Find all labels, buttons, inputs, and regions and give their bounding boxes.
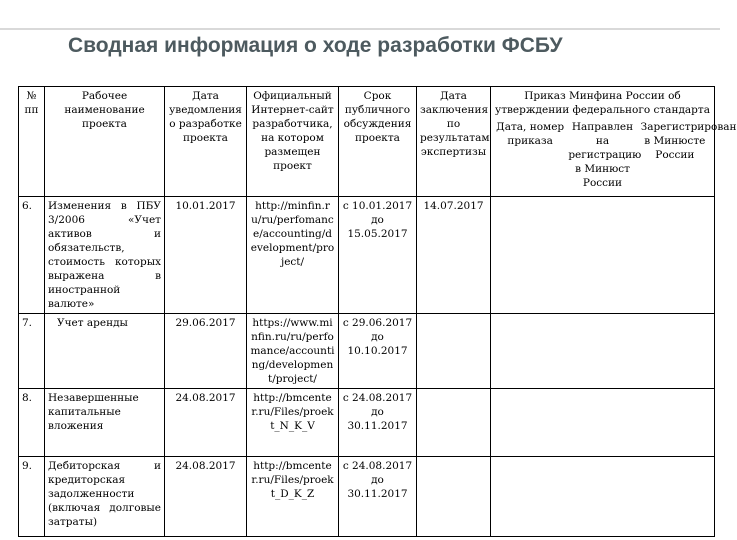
header-order-title: Приказ Минфина России об утверждении федерального стандарта bbox=[495, 90, 710, 116]
header-order bbox=[491, 87, 737, 197]
row-num: 6. bbox=[19, 197, 45, 314]
header-order-reg: Зарегистрирован в Минюсте России bbox=[640, 121, 737, 161]
top-band bbox=[0, 0, 720, 30]
header-num: № пп bbox=[19, 87, 45, 197]
top-divider bbox=[0, 28, 720, 30]
row-name: Незавершенные капитальные вложения bbox=[45, 389, 165, 457]
row-order bbox=[491, 197, 715, 314]
row-order bbox=[491, 314, 715, 389]
page-title: Сводная информация о ходе разработки ФСБУ bbox=[68, 34, 563, 57]
row-site-link[interactable]: https://www.minfin.ru/ru/perfomance/accounting/development/project/ bbox=[247, 314, 339, 389]
row-site-link[interactable]: http://bmcenter.ru/Files/proekt_D_K_Z bbox=[247, 457, 339, 537]
row-notice-date: 10.01.2017 bbox=[165, 197, 247, 314]
row-num: 9. bbox=[19, 457, 45, 537]
table-row bbox=[19, 457, 715, 537]
header-name: Рабочее наименование проекта bbox=[45, 87, 165, 197]
row-notice-date: 24.08.2017 bbox=[165, 457, 247, 537]
row-name: Учет аренды bbox=[45, 314, 165, 389]
header-notice-date: Дата уведомления о разработке проекта bbox=[165, 87, 247, 197]
header-expert-date: Дата заключения по результатам экспертизы bbox=[417, 87, 491, 197]
header-row bbox=[19, 87, 715, 197]
header-order-sent: Направлен на регистрацию в Минюст России bbox=[568, 121, 642, 189]
header-discussion: Срок публичного обсуждения проекта bbox=[339, 87, 417, 197]
row-expert-date: 14.07.2017 bbox=[417, 197, 491, 314]
row-notice-date: 24.08.2017 bbox=[165, 389, 247, 457]
row-order bbox=[491, 389, 715, 457]
row-num: 7. bbox=[19, 314, 45, 389]
header-site: Официальный Интернет-сайт разработчика, на котором размещен проект bbox=[247, 87, 339, 197]
row-order bbox=[491, 457, 715, 537]
header-order-date: Дата, номер приказа bbox=[496, 121, 565, 147]
row-expert-date bbox=[417, 457, 491, 537]
row-name: Изменения в ПБУ 3/2006 «Учет активов и обязательств, стоимость которых выражена в иностранной валюте» bbox=[45, 197, 165, 314]
fsbu-table bbox=[18, 86, 737, 537]
row-name: Дебиторская и кредиторская задолженности (включая долговые затраты) bbox=[45, 457, 165, 537]
header-order-subcolumns bbox=[494, 120, 737, 190]
row-num: 8. bbox=[19, 389, 45, 457]
table-row bbox=[19, 389, 715, 457]
row-site-link[interactable]: http://bmcenter.ru/Files/proekt_N_K_V bbox=[247, 389, 339, 457]
row-notice-date: 29.06.2017 bbox=[165, 314, 247, 389]
table-row bbox=[19, 314, 715, 389]
row-discussion: с 29.06.2017 до 10.10.2017 bbox=[339, 314, 417, 389]
row-discussion: с 24.08.2017 до 30.11.2017 bbox=[339, 457, 417, 537]
row-discussion: с 24.08.2017 до 30.11.2017 bbox=[339, 389, 417, 457]
table-row bbox=[19, 197, 715, 314]
row-expert-date bbox=[417, 314, 491, 389]
row-discussion: с 10.01.2017 до 15.05.2017 bbox=[339, 197, 417, 314]
row-expert-date bbox=[417, 389, 491, 457]
row-site-link[interactable]: http://minfin.ru/ru/perfomance/accounting/development/project/ bbox=[247, 197, 339, 314]
